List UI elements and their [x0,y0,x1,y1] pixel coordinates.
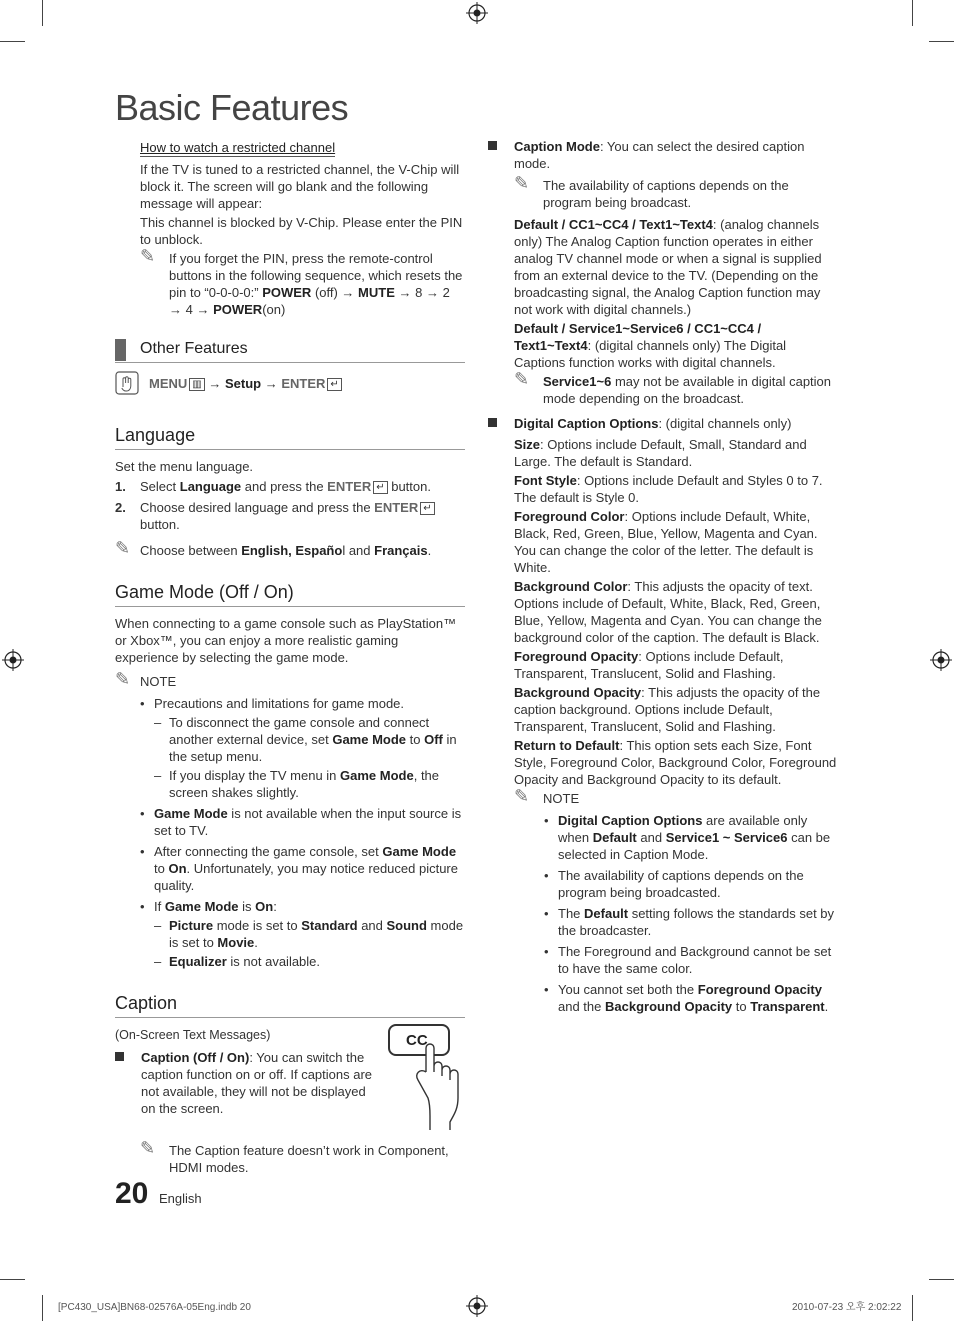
restricted-p2: This channel is blocked by V-Chip. Please enter the PIN to unblock. [140,215,463,247]
square-bullet [488,141,497,150]
enter-icon: ↵ [373,481,387,494]
game-dash-4: – Equalizer is not available. [154,954,321,969]
language-step-2: 2. Choose desired language and press the ENTER ↵ button. [115,499,465,533]
note-pencil-icon: ✎ [115,669,131,689]
game-bullet-2: • Game Mode is not available when the input source is set to TV. [140,806,462,838]
caption-sub: (On-Screen Text Messages) [115,1028,271,1042]
game-intro: When connecting to a game console such as PlayStation™ or Xbox™, you can enjoy a more realistic gaming experience by selecting the game mode. [115,616,457,665]
menu-icon: ▥ [189,378,204,391]
square-bullet [115,1052,124,1061]
hand-menu-icon [115,371,139,395]
language-intro: Set the menu language. [115,459,254,474]
digital-caption-options-item: Digital Caption Options: (digital channels only) [488,415,840,432]
restricted-heading: How to watch a restricted channel [140,140,336,155]
right-column [488,138,840,1015]
registration-mark-top [466,2,488,24]
caption-mode-item: Caption Mode: You can select the desired caption mode. [488,138,840,172]
registration-mark-left [2,649,24,671]
right-bullet-1: • Digital Caption Options are available only when Default and Service1 ~ Service6 can be selected in Caption Mode. [544,813,831,862]
language-note: ✎ Choose between English, Español and Français. [115,538,432,558]
option-size: Size: Options include Default, Small, Standard and Large. The default is Standard. [514,437,807,469]
page-number: 20 [115,1177,149,1210]
game-bullet-3: • After connecting the game console, set Game Mode to On. Unfortunately, you may notice reduced picture quality. [140,844,458,893]
caption-on-off-item: Caption (Off / On): You can switch the caption function on or off. If captions are not available, they will not be displayed on the screen. [115,1049,373,1117]
game-note-label: ✎ NOTE [115,669,177,689]
note-pencil-icon: ✎ [514,786,530,806]
caption-note: ✎ The Caption feature doesn’t work in Component, HDMI modes. [140,1138,449,1175]
other-features-heading: Other Features [115,339,465,363]
enter-icon: ↵ [420,502,434,515]
right-bullet-3: • The Default setting follows the standards set by the broadcaster. [544,906,835,938]
game-dash-1: – To disconnect the game console and connect another external device, set Game Mode to Off in the setup menu. [154,715,457,764]
note-pencil-icon: ✎ [140,246,156,266]
game-bullet-4: • If Game Mode is On: [140,899,277,914]
page-title: Basic Features [115,87,349,128]
service-note: ✎ Service1~6 may not be available in digital caption mode depending on the broadcast. [514,369,832,406]
option-foreground-opacity: Foreground Opacity: Options include Default, Transparent, Translucent, Solid and Flashing. [514,649,784,681]
registration-mark-right [930,649,952,671]
restricted-p1: If the TV is tuned to a restricted channel, the V-Chip will block it. The screen will go blank and the following message will appear: [140,162,460,211]
language-heading: Language [115,424,465,450]
option-background-color: Background Color: This adjusts the opacity of text. Options include of Default, White, Black, Red, Green, Blue, Yellow, Magenta and Cyan. You can change the background color of the caption. The default is Black. [514,579,822,645]
language-step-1: 1. Select Language and press the ENTER ↵ button. [115,479,431,494]
note-pencil-icon: ✎ [514,173,530,193]
default-digital: Default / Service1~Service6 / CC1~CC4 / Text1~Text4: (digital channels only) The Digital Captions function works with digital channels. [514,321,787,370]
enter-icon: ↵ [327,378,341,391]
square-bullet [488,418,497,427]
option-return-to-default: Return to Default: This option sets each Size, Font Style, Foreground Color, Background Color, Foreground Opacity and Background Opacity to its default. [514,738,837,787]
print-date-info: 2010-07-23 오후 2:02:22 [792,1302,902,1313]
game-bullet-1: • Precautions and limitations for game mode. [140,696,405,711]
game-mode-heading: Game Mode (Off / On) [115,581,465,607]
game-dash-3: – Picture mode is set to Standard and Sound mode is set to Movie. [154,918,464,950]
default-analog: Default / CC1~CC4 / Text1~Text4: (analog channels only) The Analog Caption function operates in either analog TV channel mode or when a signal is supplied from an external device to the TV. (Depending on the broadcasting signal, the Analog Caption function may not work with digital channels.) [514,217,822,317]
right-bullet-2: • The availability of captions depends on the program being broadcasted. [544,868,804,900]
note-pencil-icon: ✎ [140,1138,156,1158]
print-file-info: [PC430_USA]BN68-02576A-05Eng.indb 20 [58,1302,251,1313]
right-note-label: ✎ NOTE [514,786,580,806]
registration-mark-bottom [466,1295,488,1317]
game-dash-2: – If you display the TV menu in Game Mode, the screen shakes slightly. [154,768,440,800]
option-font-style: Font Style: Options include Default and Styles 0 to 7. The default is Style 0. [514,473,823,505]
right-bullet-4: • The Foreground and Background cannot be set to have the same color. [544,944,832,976]
caption-mode-note: ✎ The availability of captions depends on the program being broadcast. [514,173,789,210]
page-language: English [159,1191,202,1206]
heading-bar [115,339,126,361]
note-pencil-icon: ✎ [115,538,131,558]
option-foreground-color: Foreground Color: Options include Default, White, Black, Red, Green, Blue, Yellow, Magenta and Cyan. You can change the color of the letter. The default is White. [514,509,818,575]
menu-path: MENU ▥ → Setup → ENTER ↵ [115,375,465,392]
cc-label: CC [406,1032,428,1049]
right-bullet-5: • You cannot set both the Foreground Opacity and the Background Opacity to Transparent. [544,982,829,1014]
option-background-opacity: Background Opacity: This adjusts the opacity of the caption background. Options include Default, Transparent, Translucent, Solid and Flashing. [514,685,821,734]
restricted-note: ✎ If you forget the PIN, press the remote-control buttons in the following sequence, which resets the pin to “0-0-0-0:” POWER (off) → MUTE → 8 → 2 → 4 → POWER(on) [140,246,463,317]
left-column [115,138,465,1176]
note-pencil-icon: ✎ [514,369,530,389]
caption-heading: Caption [115,992,465,1018]
